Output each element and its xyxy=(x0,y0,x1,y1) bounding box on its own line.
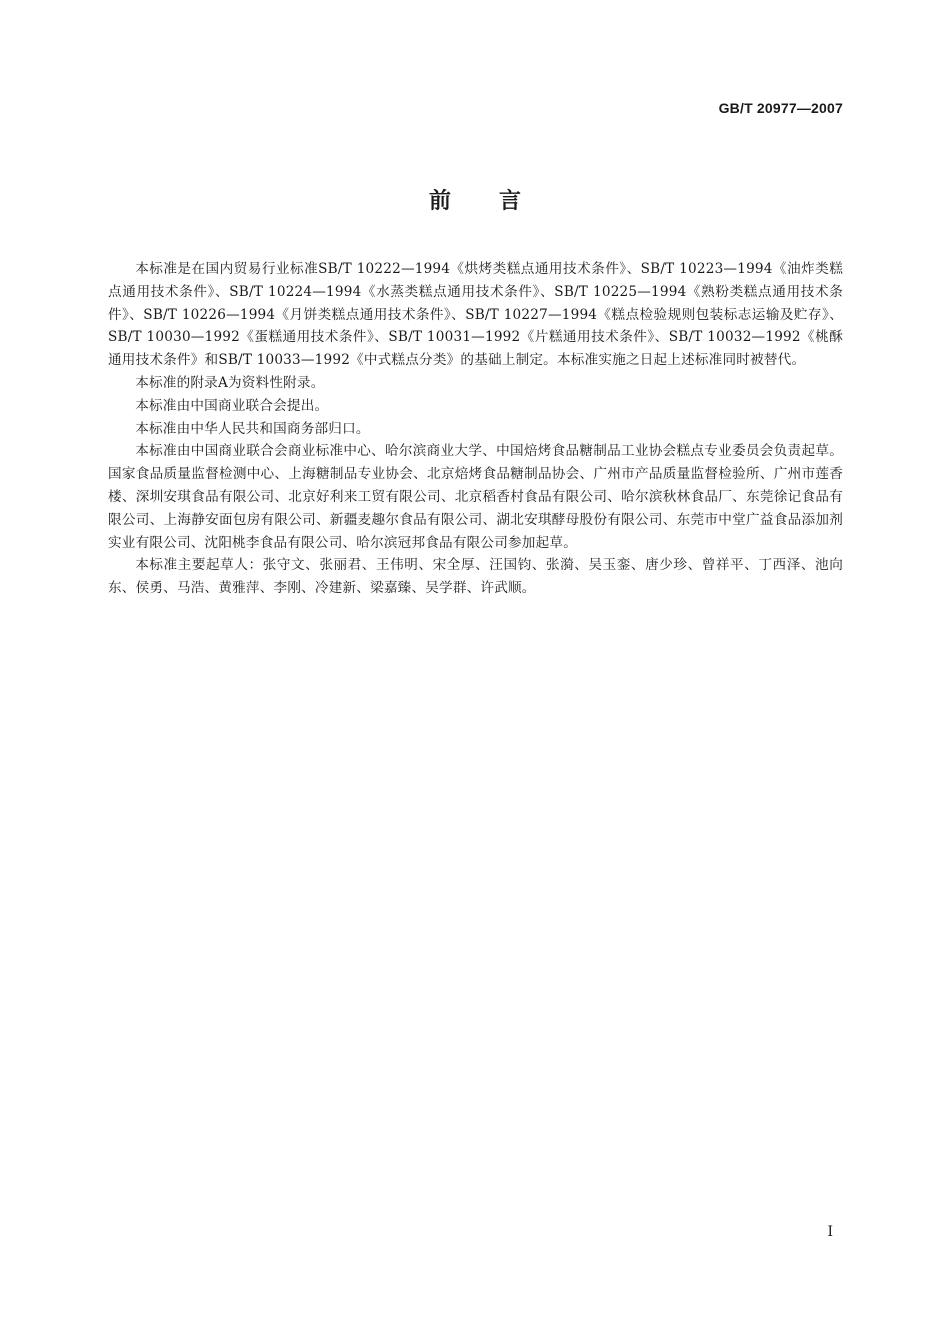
paragraph-basis: 本标准是在国内贸易行业标准SB/T 10222—1994《烘烤类糕点通用技术条件》、SB/T 10223—1994《油炸类糕点通用技术条件》、SB/T 10224—1994《水蒸类糕点通用技术条件》、SB/T 10225—1994《熟粉类糕点通用技术条件》、SB/T 10226—1994《月饼类糕点通用技术条件》、SB/T 10227—1994《糕点检验规则包装标志运输及贮存》、SB/T 10030—1992《蛋糕通用技术条件》、SB/T 10031—1992《片糕通用技术条件》、SB/T 10032—1992《桃酥通用技术条件》和SB/T 10033—1992《中式糕点分类》的基础上制定。本标准实施之日起上述标准同时被替代。 xyxy=(108,261,843,369)
paragraph-main-drafters: 本标准主要起草人：张守文、张丽君、王伟明、宋全厚、汪国钧、张漪、吴玉銮、唐少珍、曾祥平、丁西泽、池向东、侯勇、马浩、黄雅萍、李刚、冷建新、梁嘉臻、吴学群、许武顺。 xyxy=(108,557,843,597)
page-title: 前言 xyxy=(428,189,569,214)
paragraph-drafting-organizations: 本标准由中国商业联合会商业标准中心、哈尔滨商业大学、中国焙烤食品糖制品工业协会糕点专业委员会负责起草。国家食品质量监督检测中心、上海糖制品专业协会、北京焙烤食品糖制品协会、广州市产品质量监督检验所、广州市莲香楼、深圳安琪食品有限公司、北京好利来工贸有限公司、北京稻香村食品有限公司、哈尔滨秋林食品厂、东莞徐记食品有限公司、上海静安面包房有限公司、新疆麦趣尔食品有限公司、湖北安琪酵母股份有限公司、东莞市中堂广益食品添加剂实业有限公司、沈阳桃李食品有限公司、哈尔滨冠邦食品有限公司参加起草。 xyxy=(108,443,843,551)
paragraph-centralizing-authority: 本标准由中华人民共和国商务部归口。 xyxy=(135,420,370,437)
page-number: I xyxy=(827,1224,833,1240)
paragraph-appendix: 本标准的附录A为资料性附录。 xyxy=(135,374,325,391)
foreword-body xyxy=(108,258,843,600)
standard-number: GB/T 20977—2007 xyxy=(718,100,843,116)
paragraph-proposer: 本标准由中国商业联合会提出。 xyxy=(135,397,329,414)
